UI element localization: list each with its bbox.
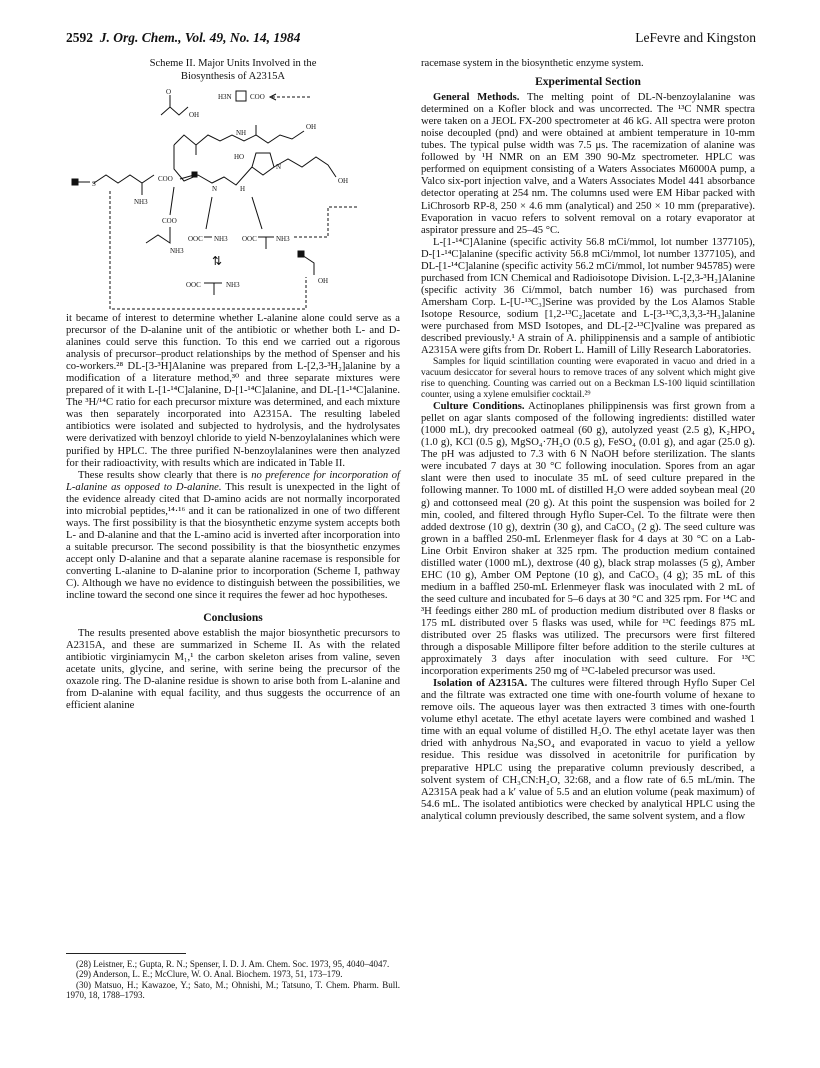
right-column: [421, 58, 755, 823]
oxazole-ring: [252, 153, 274, 175]
page-header: [66, 30, 756, 48]
label-nh3-glycine: NH3: [214, 235, 228, 243]
paragraph-conclusions: The results presented above establish the major biosynthetic precursors to A2315A, and these are summarized in Scheme II. As with the related antibiotic virginiamycin M₁,¹ the carbon skeleton arises from valine, seven acetate units, glycine, and serine, with serine being the precursor of the oxazole ring. The D-alanine residue is shown to arise both from L-alanine and from D-alanine with equal facility, and thus suggests the occurrence of an efficient alanine: [66, 628, 400, 712]
label-oh-acetate: OH: [318, 277, 329, 285]
paragraph-left-1: it became of interest to determine whether L-alanine alone could serve as a precursor of the D-alanine unit of the antibiotic or whether both L- and D-alanines could serve this function. To this end we carried out a rigorous analysis of precursor–product relationships by the method of Spenser and his co-workers.²⁸ DL-[3-³H]Alanine was prepared from L-[2,3-³H₂]alanine by a modification of a literature method,³⁰ and three separate mixtures were prepared of it with L-[1-¹⁴C]alanine, D-[1-¹⁴C]alanine, and DL-[1-¹⁴C]alanine. The ³H/¹⁴C ratio for each precursor mixture was determined, and each mixture was then separately incorporated into A2315A. The resulting labeled antibiotics were isolated and subjected to hydrolysis, and the hydrolysates were derivatized with benzoyl chloride to yield N-benzoylalanines which were purified by HPLC. The three purified N-benzoylalanines were then analyzed for their radioactivity, with results which are indicated in Table II.: [66, 313, 400, 469]
label-oh-macro: OH: [306, 123, 317, 131]
bond-up-alanine: [252, 197, 262, 229]
serine-box: [236, 91, 246, 101]
label-s: S: [92, 180, 96, 188]
scheme-caption: [66, 58, 400, 83]
footnote-rule: [66, 953, 186, 954]
acetate-box: [298, 251, 304, 257]
culture-head: Culture Conditions.: [433, 401, 525, 413]
journal-citation: J. Org. Chem., Vol. 49, No. 14, 1984: [99, 30, 301, 45]
bond-valine: [146, 227, 170, 243]
bond-oxazole-chain: [274, 157, 336, 177]
paragraph-left-2b: This result is unexpected in the light of the evidence already cited that D-amino acids are not normally incorporated into microbial peptides,¹⁴·¹⁶ and it can be rationalized in one of two different ways. The first possibility is that the biosynthetic enzyme system accepts both L- and D-alanine and that the L-amino acid is inverted after incorporation into a suitable precursor. The second possibility is that the biosynthetic enzymes accept only D-alanine and that a separate alanine racemase is responsible for converting L-alanine to D-alanine prior to incorporation (Scheme I, pathway C). Although we have no evidence to distinguish between the possibilities, we incline toward the second one since it requires the fewer ad hoc hypotheses.: [66, 481, 400, 602]
label-oh-top: OH: [189, 111, 200, 119]
label-nh3-alanine: NH3: [276, 235, 290, 243]
label-ho: HO: [234, 153, 245, 161]
general-methods-head: General Methods.: [433, 92, 520, 104]
general-methods-text: The melting point of DL-N-benzoylalanine was determined on a Kofler block and was uncorrected. The ¹³C NMR spectra were taken on a JEOL FX-200 spectrometer at 46 kG. All spectra were proton noise decoupled (pnd) and were obtained at ambient temperature in 10-mm tubes. The typical pulse width was 7.5 μs. The racemization of alanine was followed by ¹H NMR on an EM 390 90-Mz spectrometer. HPLC was performed on equipment consisting of a Waters Associates M6000A pump, a Valco six-port injection valve, and a Waters Associates Model 441 absorbance detector operating at 254 nm. The columns used were EM Hibar packed with LiChrosorb RP-8, 250 × 4.6 mm (analytical) and 250 × 10 mm (preparative). Evaporation in vacuo refers to solvent removal on a rotary evaporator at aspirator pressure and 25–45 °C.: [421, 92, 755, 236]
label-h-lower: H: [240, 185, 246, 193]
label-o-top: O: [166, 88, 172, 96]
paragraph-right-0: racemase system in the biosynthetic enzyme system.: [421, 58, 644, 69]
paragraph-isotopes: L-[1-¹⁴C]Alanine (specific activity 56.8 mCi/mmol, lot number 1377105), D-[1-¹⁴C]alanine (specific activity 56.8 mCi/mmol, lot number 1377105), and DL-[1-¹⁴C]alanine (specific activity 56.2 mCi/mmol, lot number 945785) were purchased from ICN Chemical and Radioisotope Division. L-[2,3-³H₂]Alanine (specific activity 36 Ci/mmol, batch number 16) was purchased from Amersham Corp. L-[U-¹³C₃]Serine was provided by the Los Alamos Stable Isotope Resource, sodium [1,2-¹³C₂]acetate and L-[3-¹³C,3,3,3-²H₃]alanine were purchased from MSD Isotopes, and DL-[2-¹³C]valine was prepared as described previously.¹ A strain of A. philippinensis and a sample of antibiotic A2315A were gifts from Dr. Robert L. Hamill of Lilly Research Laboratories.: [421, 236, 756, 357]
bond-top-chain: [161, 107, 188, 115]
paragraph-general-methods: [421, 92, 755, 237]
label-ooc-bottom: OOC: [186, 281, 201, 289]
scheme-caption-line2: Biosynthesis of A2315A: [180, 70, 286, 82]
bond-up-valine: [170, 187, 174, 215]
label-n-lower: N: [212, 185, 218, 193]
isolation-head: Isolation of A2315A.: [433, 678, 528, 690]
arrow-methyl-head: [192, 172, 197, 177]
conclusions-heading: Conclusions: [203, 612, 263, 625]
culture-text: Actinoplanes philippinensis was first grown from a pellet on agar slants composed of the following ingredients: distilled water (1000 mL), dry precooked oatmeal (60 g), autolyzed yeast (2.5 g), K₂HPO₄ (1.0 g), KCl (0.5 g), MgSO₄·7H₂O (0.5 g), FeSO₄ (0.01 g), and agar (25.0 g). The pH was adjusted to 7.3 with 6 N NaOH before sterilization. The slants were incubated 7 days at 30 °C following inoculation. Spores from an agar slant were then used to inoculate 35 mL of seed culture prepared in the following manner. To 1000 mL of distilled H₂O were added soybean meal (20 g) and cottonseed meal (20 g). At this point the suspension was boiled for 2 min, cooled, and filtered through Hyflo Super-Cel. To the filtrate were then added dextrose (10 g), dextrin (30 g), and CaCO₃ (2 g). The seed culture was grown in a baffled 250-mL Erlenmeyer flask for 4 days at 30 °C on a Lab-Line Orbit Environ shaker at 325 rpm. The production medium contained distilled water (1000 mL), dextrose (40 g), black strap molasses (5 g), Amber EHC (10 g), Amber OM Peptone (10 g), and CaCO₃ (4 g); 35 mL of this medium in a baffled 250-mL Erlenmeyer flask was inoculated with 2 mL of the seed culture and incubated for 5–6 days at 30 °C and 325 rpm. For ¹⁴C and ³H feedings either 280 mL of production medium distributed over 8 flasks or 175 mL distributed over 5 flasks was used, while for ¹³C feedings 875 mL distributed over 25 flasks was utilized. The precursors were first filtered through a disposable Millipore filter before addition to the sterile cultures at approximately 3 days after inoculation with seed culture. For ¹³C incorporation experiments 250 mg of ¹³C-labeled precursor was used.: [421, 401, 756, 678]
label-oh-right: OH: [338, 177, 349, 185]
label-nh3-left: NH3: [134, 198, 148, 206]
label-coo-left: COO: [158, 175, 173, 183]
label-n-oxazole: N: [276, 163, 282, 171]
isolation-text: The cultures were filtered through Hyflo Super Cel and the filtrate was extracted one time with one-fourth volume of hexane to remove oils. The aqueous layer was then extracted 3 times with one-fourth volume ethyl acetate. The ethyl acetate layers were combined and washed 1 time with an equal volume of distilled H₂O. The ethyl acetate layer was then dried with anhydrous Na₂SO₄ and evaporated in vacuo to yield a yellow residue. This residue was dissolved in acetonitrile for purification by preparative HPLC using the preparative column previously described, a solvent system of CH₃CN:H₂O, 32:68, and a flow rate of 6.5 mL/min. The A2315A peak had a k′ value of 5.5 and an elution volume (peak maximum) of 54.6 mL. The isolated antibiotics were checked by analytical HPLC using the analytical column previously described, the same solvent system, and a flow: [421, 678, 755, 822]
label-nh3-valine: NH3: [170, 247, 184, 255]
paragraph-isolation: [421, 678, 755, 823]
left-column: [66, 58, 400, 713]
footnote-30: (30) Matsuo, H.; Kawazoe, Y.; Sato, M.; Ohnishi, M.; Tatsuno, T. Chem. Pharm. Bull. 1970, 18, 1788–1793.: [66, 979, 400, 1001]
methyl-box: [72, 179, 78, 185]
bond-macrocycle-bottom: [174, 145, 252, 185]
paragraph-scintillation: Samples for liquid scintillation counting were evaporated in vacuo and dried in a vacuum desiccator for several hours to remove traces of any solvent which might give rise to quenching. Counting was carried out on a Beckman LS-100 liquid scintillation counter, using a xylene emulsifier cocktail.²⁹: [421, 357, 755, 401]
label-h3n-serine: H3N: [218, 93, 232, 101]
label-nh-macro: NH: [236, 129, 247, 137]
footnote-29: (29) Anderson, L. E.; McClure, W. O. Anal. Biochem. 1973, 51, 173–179.: [76, 969, 343, 980]
label-coo-valine: COO: [162, 217, 177, 225]
bond-acetate: [302, 255, 314, 275]
scheme-caption-line1: Scheme II. Major Units Involved in the: [149, 58, 317, 69]
paragraph-left-2: [66, 470, 400, 603]
label-equilibrium: ⇅: [212, 254, 223, 268]
header-left: [66, 30, 300, 46]
label-ooc-alanine: OOC: [242, 235, 257, 243]
running-authors: LeFevre and Kingston: [635, 30, 756, 45]
footnote-28: (28) Leistner, E.; Gupta, R. N.; Spenser, I. D. J. Am. Chem. Soc. 1973, 95, 4040–4047.: [76, 959, 390, 969]
label-ooc-glycine: OOC: [188, 235, 203, 243]
dashed-feeder-left: [110, 191, 306, 309]
footnotes: [66, 953, 400, 1001]
bond-s-chain: [94, 175, 154, 183]
label-coo-serine: COO: [250, 93, 265, 101]
scheme-ii-structure: [66, 87, 400, 313]
paragraph-left-2-emphasis: no preference for incorporation of L-alanine as opposed to D-alanine.: [66, 469, 400, 493]
experimental-heading: Experimental Section: [535, 76, 641, 89]
paragraph-culture: [421, 401, 755, 678]
label-nh3-bottom: NH3: [226, 281, 240, 289]
bond-up-glycine: [206, 197, 212, 229]
dashed-feeder-right: [294, 207, 358, 237]
paragraph-left-2a: These results show clearly that there is: [78, 469, 252, 481]
page-number: 2592: [66, 30, 93, 45]
